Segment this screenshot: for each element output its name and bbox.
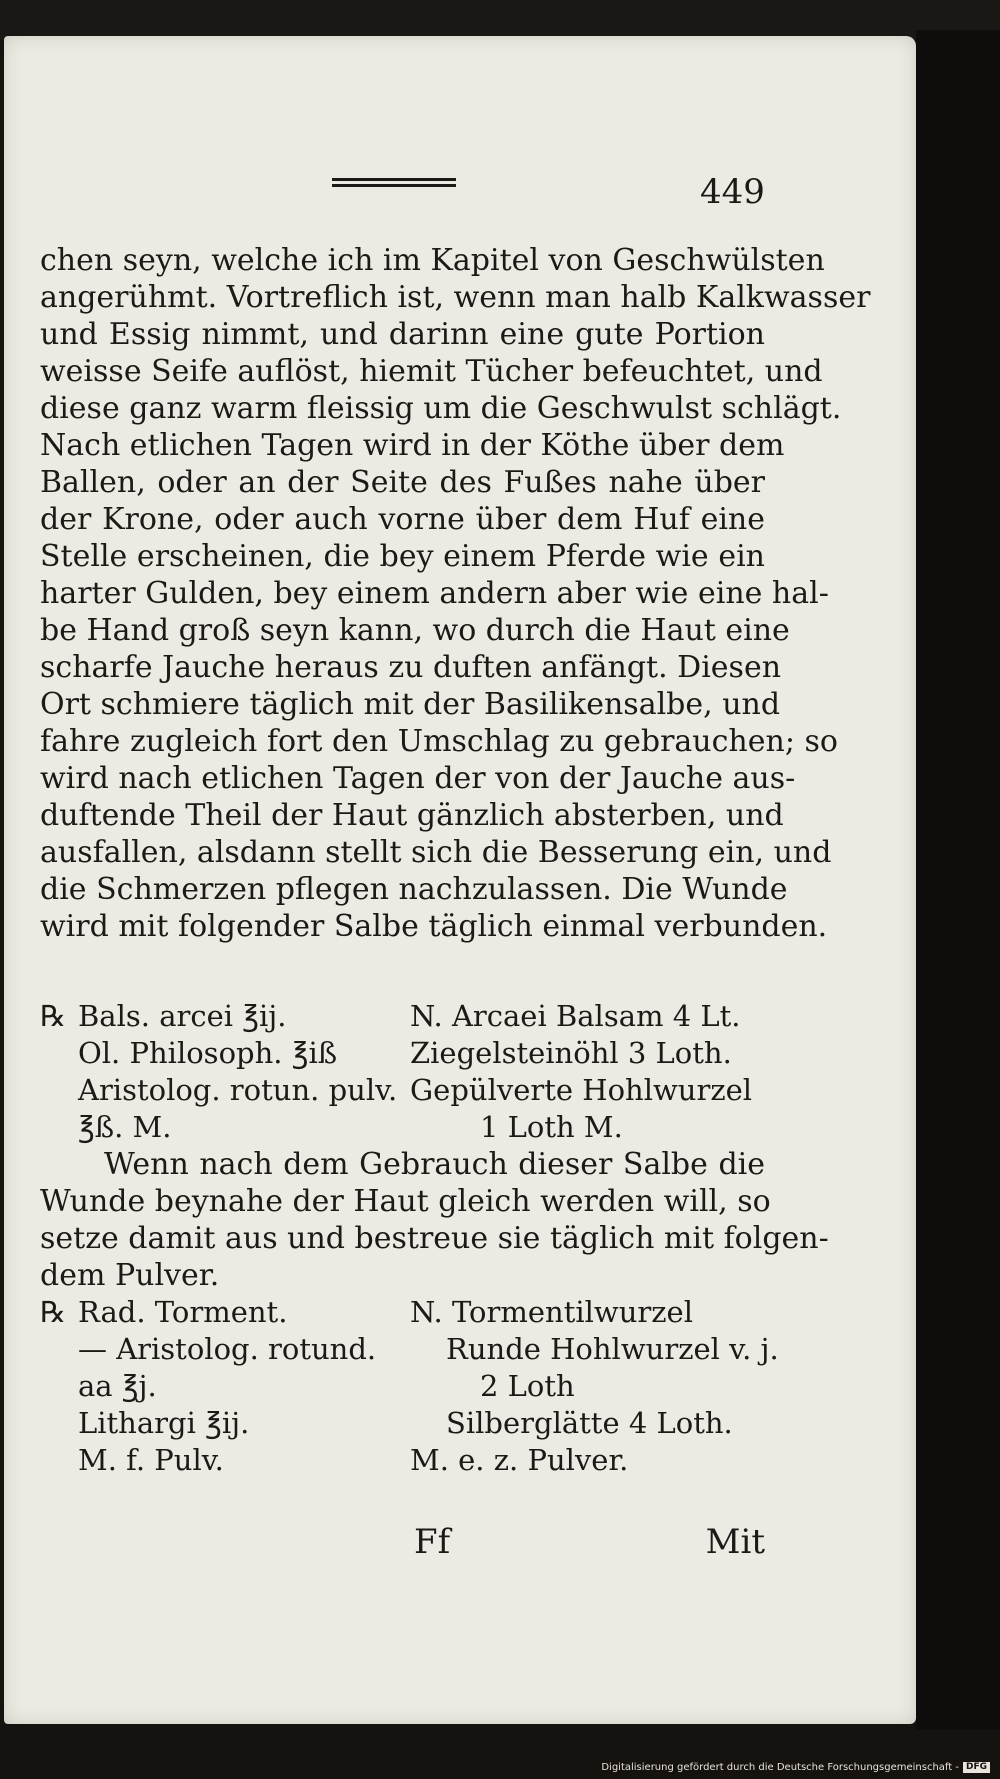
text-line: der Krone, oder auch vorne über dem Huf eine [40,502,765,537]
scan-right-border [916,30,1000,1730]
text-line: Ballen, oder an der Seite des Fußes nahe über [40,465,765,500]
text-line: duftende Theil der Haut gänzlich absterben, und [40,798,784,833]
text-line: weisse Seife auflöst, hiemit Tücher befeuchtet, und [40,354,823,389]
text-line: angerühmt. Vortreflich ist, wenn man halb Kalkwasser [40,280,871,315]
body-paragraph [40,242,871,945]
book-page [4,36,916,1724]
latin-ingredient: Aristolog. rotun. pulv. [78,1073,398,1107]
recipe-row [40,1294,765,1331]
text-line: diese ganz warm fleissig um die Geschwulst schlägt. [40,391,842,426]
text-line: harter Gulden, bey einem andern aber wie eine hal- [40,576,829,611]
latin-ingredient: Bals. arcei ℥ij. [78,999,287,1033]
latin-ingredient: Lithargi ℥ij. [78,1406,250,1440]
text-line: scharfe Jauche heraus zu duften anfängt. Diesen [40,650,782,685]
recipe-powder [40,1294,779,1479]
recipe-row [40,1035,765,1072]
text-line: wird nach etlichen Tagen der von der Jauche aus- [40,761,796,796]
catchword: Mit [705,1522,765,1562]
latin-ingredient: Ol. Philosoph. ℥iß [78,1036,338,1070]
recipe-row [40,1368,765,1405]
page-footer [40,1522,765,1562]
recipe-row [40,998,765,1035]
signature-mark: Ff [414,1522,451,1562]
scan-top-border [0,0,1000,40]
german-ingredient: Silberglätte 4 Loth. [446,1406,733,1440]
text-line: chen seyn, welche ich im Kapitel von Geschwülsten [40,243,825,278]
latin-ingredient: M. f. Pulv. [78,1443,224,1477]
german-ingredient: 1 Loth M. [480,1110,623,1144]
german-ingredient: M. e. z. Pulver. [410,1443,629,1477]
latin-ingredient: Rad. Torment. [78,1295,288,1329]
text-line: ausfallen, alsdann stellt sich die Besserung ein, und [40,835,832,870]
recipe-row [40,1442,765,1479]
recipe-row [40,1331,779,1368]
recipe-symbol: ℞ [40,999,66,1033]
text-line: be Hand groß seyn kann, wo durch die Haut eine [40,613,790,648]
second-paragraph [40,1146,829,1294]
german-ingredient: Gepülverte Hohlwurzel [410,1073,753,1107]
text-line: und Essig nimmt, und darinn eine gute Portion [40,317,765,352]
text-line: Ort schmiere täglich mit der Basilikensalbe, und [40,687,781,722]
credit-text: Digitalisierung gefördert durch die Deutsche Forschungsgemeinschaft - [601,1762,959,1773]
text-line: Nach etlichen Tagen wird in der Köthe über dem [40,428,785,463]
recipe-row [40,1072,765,1109]
header-rule [332,178,456,190]
text-line: wird mit folgender Salbe täglich einmal verbunden. [40,909,828,944]
latin-ingredient: — Aristolog. rotund. [78,1332,377,1366]
german-ingredient: N. Tormentilwurzel [410,1295,693,1329]
latin-ingredient: ℥ß. M. [78,1110,172,1144]
recipe-symbol: ℞ [40,1295,66,1329]
recipe-row [40,1109,765,1146]
text-line: Wunde beynahe der Haut gleich werden will, so [40,1184,771,1219]
page-content [40,36,871,1724]
text-line: Stelle erscheinen, die bey einem Pferde wie ein [40,539,765,574]
text-line: Wenn nach dem Gebrauch dieser Salbe die [104,1147,765,1182]
dfg-logo: DFG [963,1762,990,1773]
german-ingredient: Runde Hohlwurzel v. j. [446,1332,779,1366]
recipe-row [40,1405,765,1442]
text-line: setze damit aus und bestreue sie täglich mit folgen- [40,1221,829,1256]
digitization-credit [601,1762,990,1773]
text-line: die Schmerzen pflegen nachzulassen. Die Wunde [40,872,788,907]
latin-ingredient: aa ℥j. [78,1369,157,1403]
page-number: 449 [700,172,765,212]
text-line: fahre zugleich fort den Umschlag zu gebrauchen; so [40,724,838,759]
recipe-ointment [40,998,765,1146]
text-line: dem Pulver. [40,1258,220,1293]
german-ingredient: 2 Loth [480,1369,575,1403]
german-ingredient: Ziegelsteinöhl 3 Loth. [410,1036,732,1070]
german-ingredient: N. Arcaei Balsam 4 Lt. [410,999,741,1033]
